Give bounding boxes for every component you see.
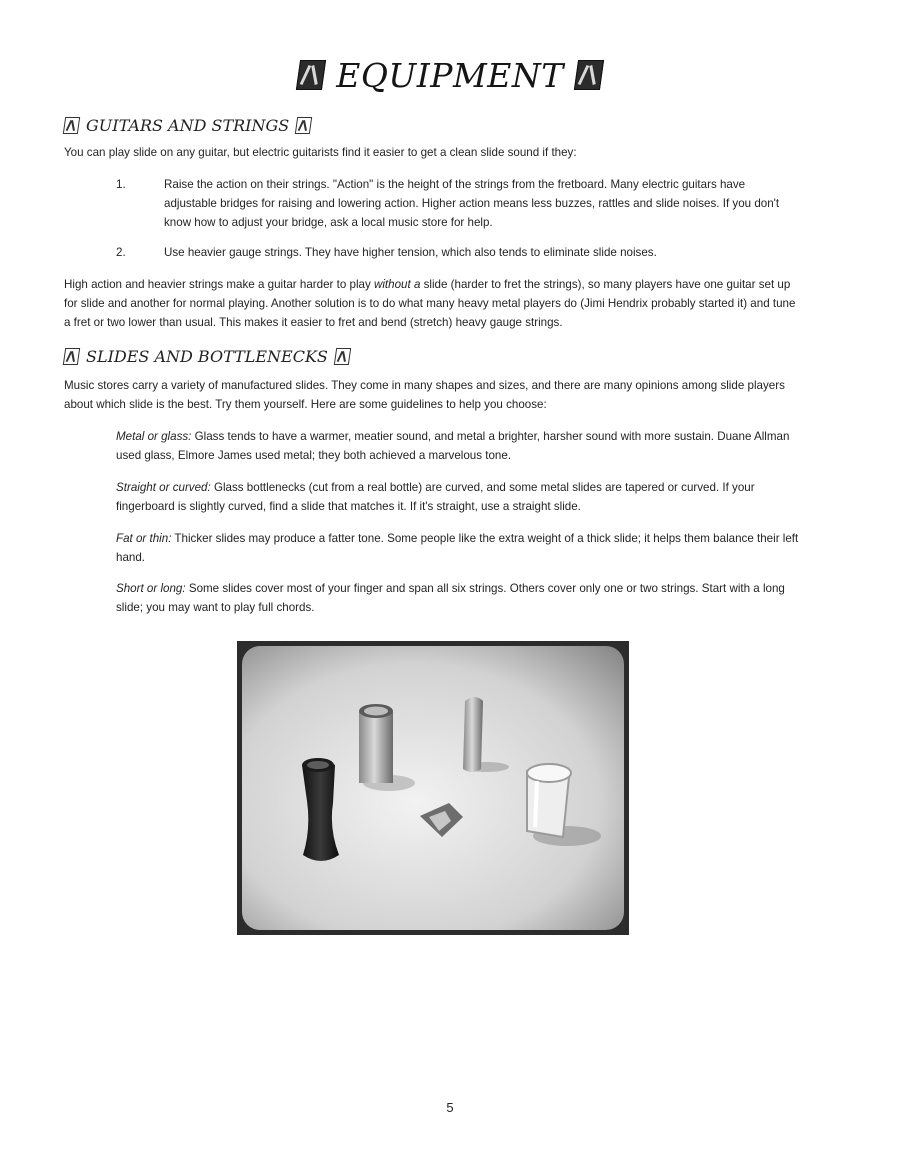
guideline-lead: Straight or curved:: [116, 481, 211, 494]
section-intro: You can play slide on any guitar, but electric guitarists find it easier to get a clean slide sound if they:: [64, 146, 577, 159]
ornament-icon: [296, 60, 326, 90]
guideline-item: [116, 478, 806, 516]
guideline-text: Glass bottlenecks (cut from a real bottle) are curved, and some metal slides are tapered or curved. If your fingerboard is slightly curved, find a slide that matches it. If it's straight, use a straight slide.: [116, 481, 755, 513]
page-number: 5: [446, 1100, 454, 1115]
ornament-icon: [63, 348, 80, 365]
ornament-icon: [63, 117, 80, 134]
section-heading-guitars: [64, 114, 311, 136]
list-number: 2.: [116, 246, 126, 259]
section-closing-paragraph: [64, 275, 804, 332]
section-heading-slides: [64, 345, 350, 367]
guideline-text: Thicker slides may produce a fatter tone. Some people like the extra weight of a thick slide; it helps them balance their left hand.: [116, 532, 799, 564]
page-title: EQUIPMENT: [336, 55, 564, 95]
guideline-lead: Metal or glass:: [116, 430, 192, 443]
ornament-icon: [574, 60, 604, 90]
closing-text-italic: without a: [373, 278, 421, 291]
section-intro: Music stores carry a variety of manufactured slides. They come in many shapes and sizes, and there are many opinions among slide players about which slide is the best. Try them yourself. Here are some guidelines to help you choose:: [64, 379, 785, 411]
slides-photo-illustration: [237, 641, 629, 935]
page-title-row: [0, 52, 900, 98]
guideline-item: [116, 579, 806, 617]
ornament-icon: [295, 117, 312, 134]
guideline-text: Some slides cover most of your finger and span all six strings. Others cover only one or two strings. Start with a long slide; you may want to play full chords.: [116, 582, 785, 614]
list-item: Use heavier gauge strings. They have higher tension, which also tends to eliminate slide noises.: [164, 246, 657, 259]
guideline-lead: Short or long:: [116, 582, 186, 595]
list-number: 1.: [116, 178, 126, 191]
guideline-item: [116, 529, 806, 567]
section-heading-text: SLIDES AND BOTTLENECKS: [86, 346, 328, 366]
guideline-text: Glass tends to have a warmer, meatier sound, and metal a brighter, harsher sound with more sustain. Duane Allman used glass, Elmore James used metal; they both achieved a marvelous tone.: [116, 430, 790, 462]
ornament-icon: [334, 348, 351, 365]
list-item: Raise the action on their strings. "Action" is the height of the strings from the fretboard. Many electric guitars have adjustable bridges for raising and lowering action. Higher action means less buzzes, rattles and slide noises. If you don't know how to adjust your bridge, ask a local music store for help.: [164, 178, 780, 229]
closing-text-start: High action and heavier strings make a guitar harder to play: [64, 278, 374, 291]
closing-text-end: slide (harder to fret the strings), so many players have one guitar set up for slide and another for normal playing. Another solution is to do what many heavy metal players do (Jimi Hendrix probably started it) and tune a fret or two lower than usual. This makes it easier to fret and bend (stretch) heavy gauge strings.: [64, 278, 796, 329]
slides-photo: [237, 641, 629, 935]
guideline-item: [116, 427, 806, 465]
guideline-lead: Fat or thin:: [116, 532, 172, 545]
section-heading-text: GUITARS AND STRINGS: [86, 115, 290, 135]
